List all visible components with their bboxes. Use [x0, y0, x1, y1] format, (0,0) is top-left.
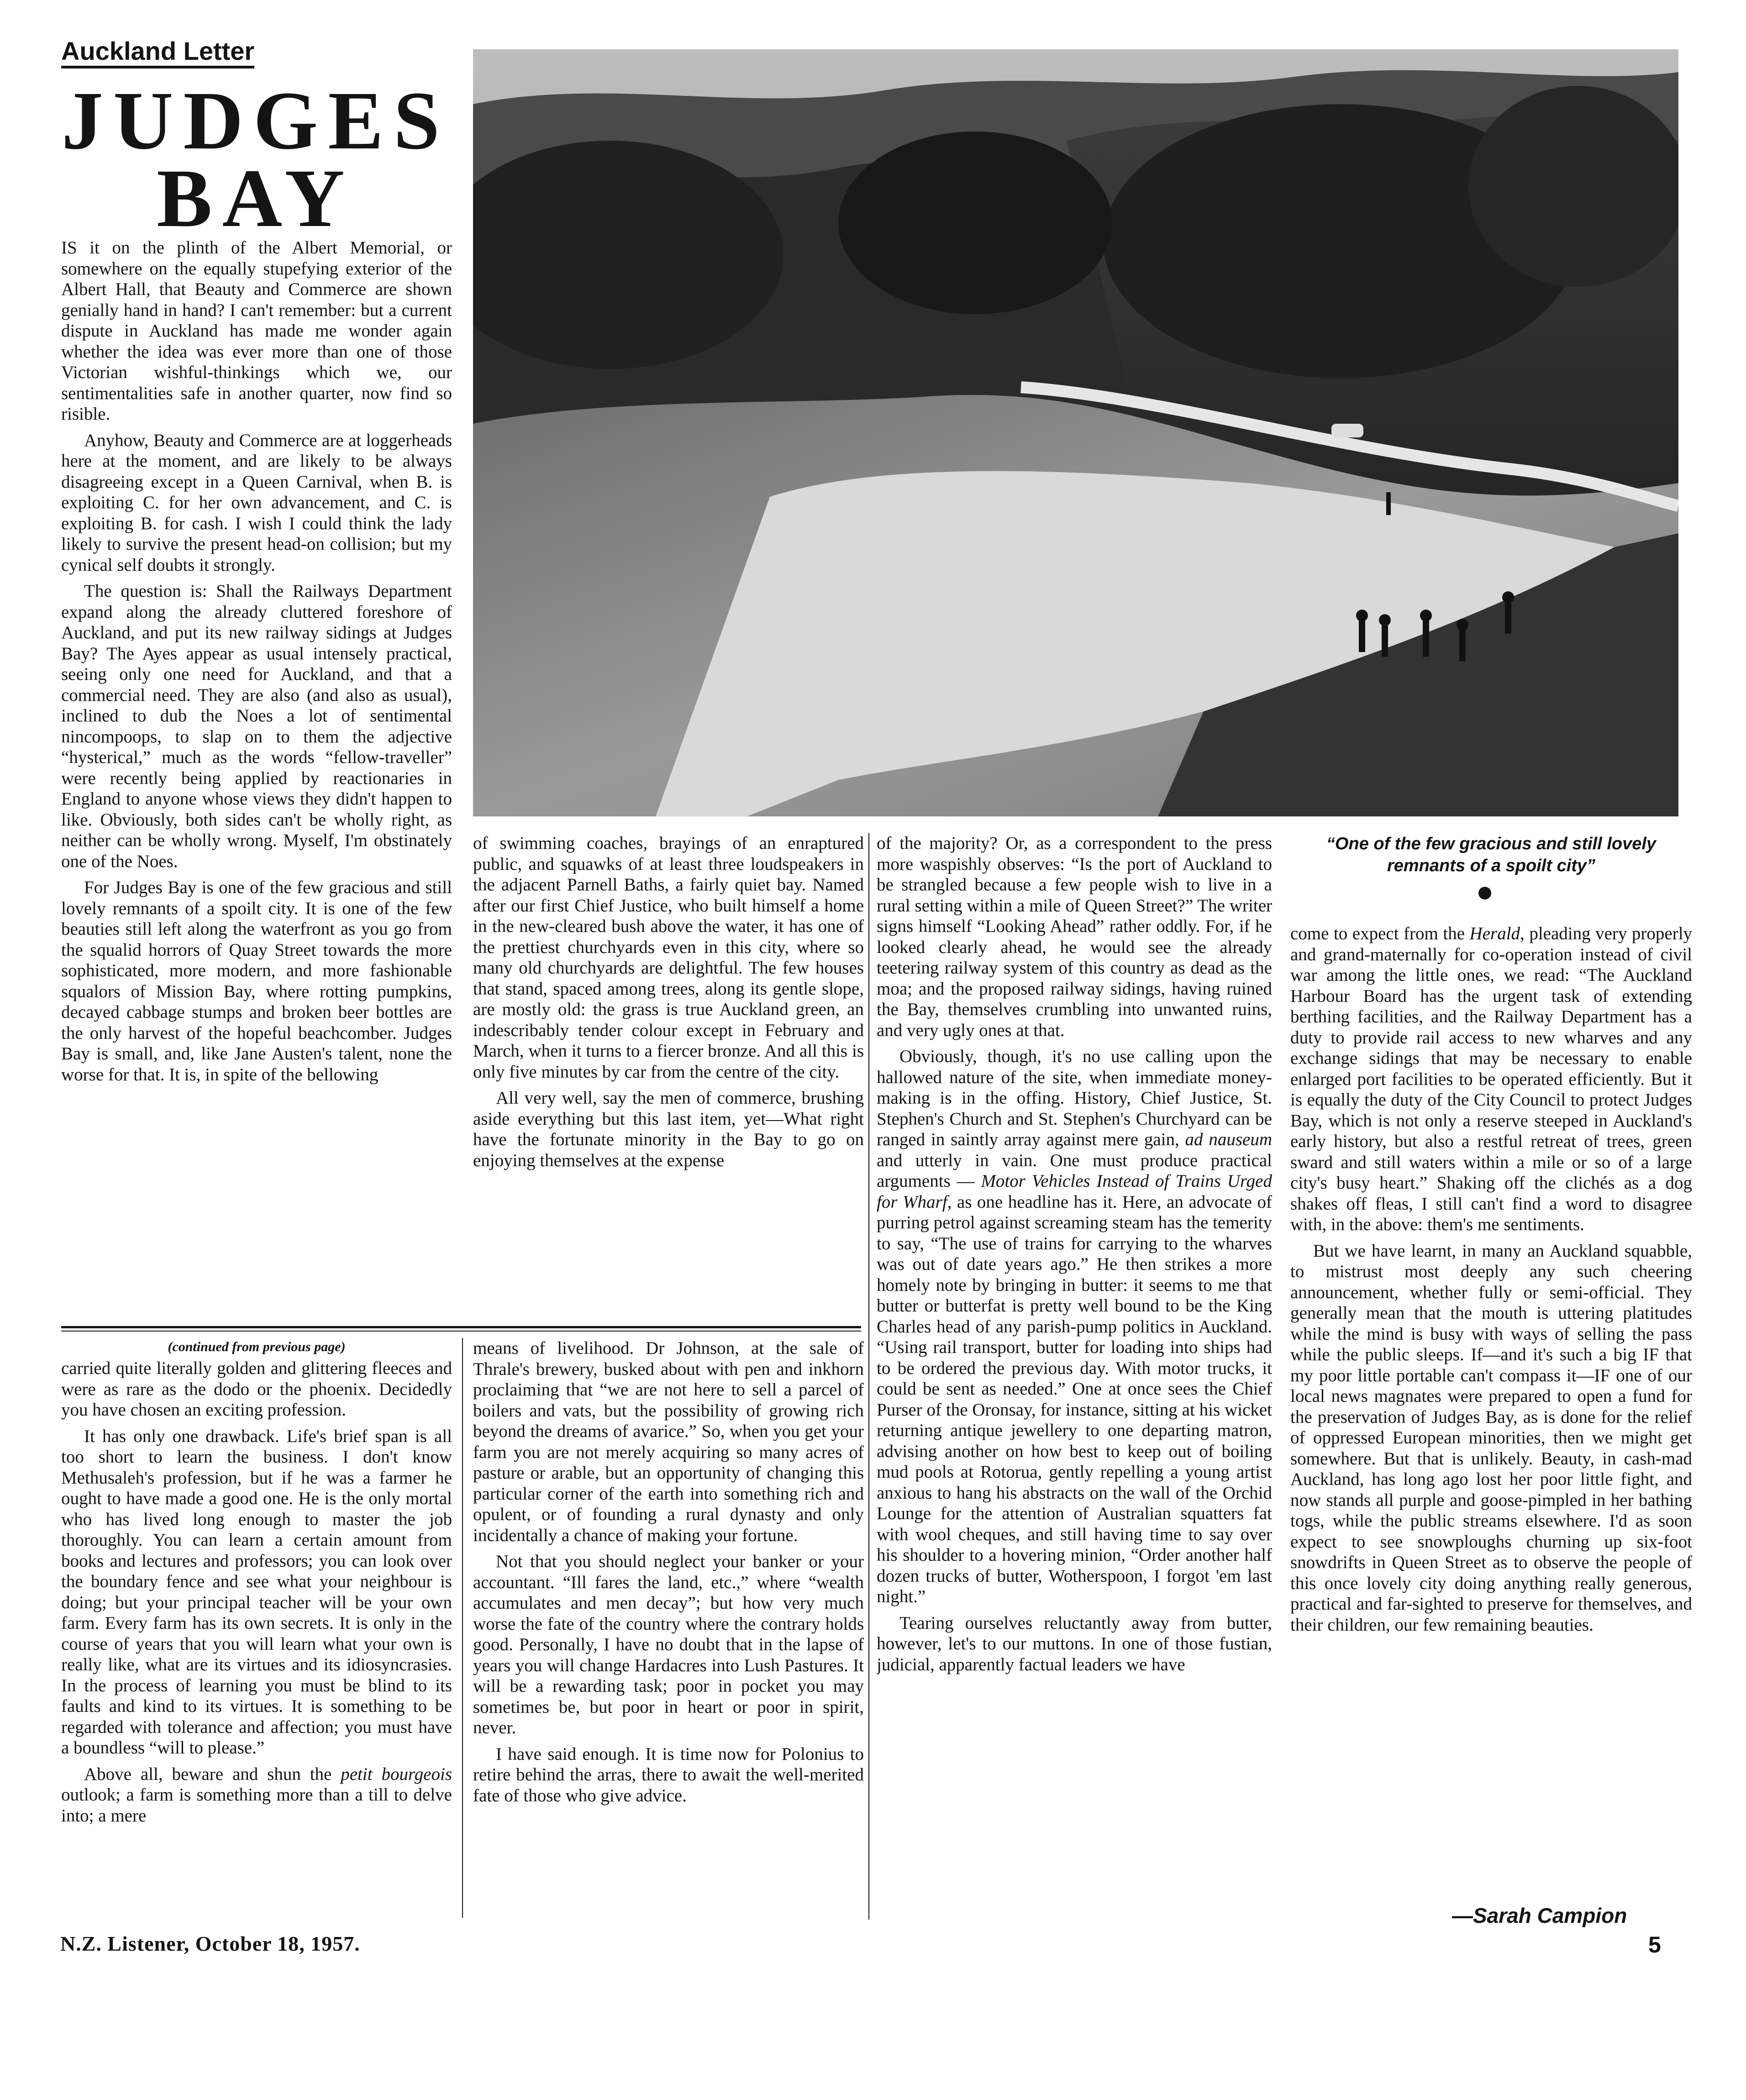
article-paragraph: come to expect from the Herald, pleading very properly and grand-maternally for co-operation instead of civil war among the little ones, we read: “The Auckland Harbour Board has the urgent task of extending berthing facilities, and the Railway Department has a duty to provide rail access to new wharves and any exchange sidings that may be necessary to enable enlarged port facilities to be operated efficiently. But it is equally the duty of the City Council to protect Judges Bay, which is not only a reserve steeped in Auckland's early history, but also a restful retreat of trees, green sward and still waters within a mile or so of a large city's busy heart.” Shaking off the clichés as a dog shakes off fleas, I still can't find a word to disagree with, in the above: them's me sentiments.: [1290, 924, 1692, 1234]
section-divider-rule: [61, 1326, 861, 1328]
article-paragraph: of the majority? Or, as a correspondent to the press more waspishly observes: “Is the port of Auckland to be strangled because a few people wish to live in a rural setting within a mile of Queen Street?” The writer signs himself “Looking Ahead” rather oddly. For, if he looked clearly ahead, he would see the already teetering railway system of this country as dead as the moa; and the proposed railway sidings, having ruined the Bay, themselves crumbling into unwanted ruins, and very ugly ones at that.: [877, 833, 1272, 1040]
article-paragraph: Not that you should neglect your banker or your accountant. “Ill fares the land, etc.,” where “wealth accumulates and men decay”; but how very much worse the fate of the country where the contrary holds good. Personally, I have no doubt that in the lapse of years you will change Hardacres into Lush Pastures. It will be a rewarding task; poor in pocket you may sometimes be, but poor in heart or poor in spirit, never.: [473, 1552, 864, 1737]
article-paragraph: For Judges Bay is one of the few gracious and still lovely remnants of a spoilt city. It is one of the few beauties still left along the waterfront as you go from the squalid horrors of Quay Street towards the more sophisticated, more modern, and more fashionable squalors of Mission Bay, where rotting pumpkins, decayed cabbage stumps and broken beer bottles are the only harvest of the hopeful beachcomber. Judges Bay is small, and, like Jane Austen's talent, none the worse for that. It is, in spite of the bellowing: [61, 878, 452, 1084]
article-paragraph: All very well, say the men of commerce, brushing aside everything but this last item, yet—What right have the fortunate minority in the Bay to go on enjoying themselves at the expense: [473, 1088, 864, 1170]
headline-line-2: BAY: [157, 153, 355, 244]
continued-column-a: [61, 1338, 452, 1927]
judges-bay-photo: [473, 49, 1678, 816]
article-column-4: [1290, 923, 1692, 1896]
headline-line-1: JUDGES: [61, 75, 450, 167]
continued-column-b: [473, 1338, 864, 1927]
article-paragraph: Tearing ourselves reluctantly away from butter, however, let's to our muttons. In one of those fustian, judicial, apparently factual leaders we have: [877, 1613, 1272, 1674]
section-divider-rule-thin: [61, 1331, 861, 1332]
column-rule: [868, 833, 869, 1920]
publication-footer: N.Z. Listener, October 18, 1957.: [60, 1932, 360, 1955]
article-paragraph: of swimming coaches, brayings of an enraptured public, and squawks of at least three loudspeakers in the adjacent Parnell Baths, a fairly quiet bay. Named after our first Chief Justice, who built himself a home in the new-cleared bush above the water, it has one of the prettiest churchyards even in this city, where so many old churchyards are delightful. The few houses that stand, spaced among trees, along its gentle slope, are mostly old: the grass is true Auckland green, an indescribably tender colour except in February and March, when it turns to a fiercer bronze. And all this is only five minutes by car from the centre of the city.: [473, 833, 864, 1082]
photo-caption: “One of the few gracious and still lovely remnants of a spoilt city”: [1326, 834, 1657, 875]
article-column-1: [61, 237, 452, 1324]
page-number: 5: [1648, 1932, 1661, 1958]
article-paragraph: I have said enough. It is time now for Polonius to retire behind the arras, there to await the well-merited fate of those who give advice.: [473, 1744, 864, 1805]
section-kicker: Auckland Letter: [61, 37, 254, 68]
article-column-2: [473, 833, 864, 1324]
author-signature: —Sarah Campion: [1452, 1904, 1627, 1927]
article-paragraph: But we have learnt, in many an Auckland squabble, to mistrust most deeply any such cheering announcement, whether fully or semi-official. They generally mean that the mouth is uttering platitudes while the mind is busy with ways of selling the pass while the public sleeps. If—and it's such a big IF that my poor little portable can't compass it—IF one of our local news magnates were prepared to open a fund for the preservation of Judges Bay, as is done for the relief of oppressed European minorities, then we might get somewhere. But that is unlikely. Beauty, in cash-mad Auckland, has long ago lost her poor little fight, and now stands all purple and goose-pimpled in her bathing togs, while the public streams elsewhere. I'd as soon expect to see snowploughs churning up six-foot snowdrifts in Queen Street as to observe the people of this once lovely city doing anything really generous, practical and far-sighted to preserve for themselves, and their children, our few remaining beauties.: [1290, 1241, 1692, 1635]
article-paragraph: carried quite literally golden and glittering fleeces and were as rare as the dodo or the phoenix. Decidedly you have chosen an exciting profession.: [61, 1358, 452, 1420]
article-paragraph: Above all, beware and shun the petit bourgeois outlook; a farm is something more than a till to delve into; a mere: [61, 1764, 452, 1826]
column-rule: [462, 1338, 463, 1918]
article-paragraph: Obviously, though, it's no use calling upon the hallowed nature of the site, when immediate money-making is in the offing. History, Chief Justice, St. Stephen's Church and St. Stephen's Churchyard can be ranged in saintly array against mere gain, ad nauseum and utterly in vain. One must produce practical arguments — Motor Vehicles Instead of Trains Urged for Wharf, as one headline has it. Here, an advocate of purring petrol against screaming steam has the temerity to say, “The use of trains for carrying to the wharves was out of date years ago.” He then strikes a more homely note by bringing in butter: it seems to me that butter or butterfat is pretty well bound to be the King Charles head of any parish-pump politics in Auckland. “Using rail transport, butter for loading into ships had to be ordered the previous day. With motor trucks, it could be sent as needed.” One at once sees the Chief Purser of the Oronsay, for instance, sitting at his wicket returning antique jewellery to one departing matron, advising another on how best to keep out of boiling mud pools at Rotorua, gently repelling a young artist anxious to hang his abstracts on the wall of the Orchid Lounge for the attention of Australian squatters fat with wool cheques, and still having time to say over his shoulder to a hovering minion, “Order another half dozen trucks of butter, Wotherspoon, I forgot 'em last night.”: [877, 1047, 1272, 1606]
article-paragraph: means of livelihood. Dr Johnson, at the sale of Thrale's brewery, busked about with pen and inkhorn proclaiming that “we are not here to sell a parcel of boilers and vats, but the possibility of growing rich beyond the dreams of avarice.” So, when you get your farm you are not merely acquiring so many acres of pasture or arable, but an opportunity of changing this particular corner of the earth into something rich and opulent, or of founding a rural dynasty and only incidentally a chance of making your fortune.: [473, 1338, 864, 1545]
article-paragraph: It has only one drawback. Life's brief span is all too short to learn the business. I don't know Methusaleh's profession, but if he was a farmer he ought to have made a good one. He is the only mortal who has lived long enough to master the job thoroughly. You can learn a certain amount from books and lectures and professors; you can look over the boundary fence and see what your neighbour is doing; but your principal teacher will be your own farm. Every farm has its own secrets. It is only in the course of years that you will learn what your own is really like, what are its virtues and its idiosyncrasies. In the process of learning you must be blind to its faults and kind to its virtues. It is something to be regarded with tolerance and affection; you must have a boundless “will to please.”: [61, 1426, 452, 1758]
bullet-ornament: [1478, 887, 1491, 900]
article-column-3: [877, 833, 1272, 1920]
article-paragraph: IS it on the plinth of the Albert Memorial, or somewhere on the equally stupefying exterior of the Albert Hall, that Beauty and Commerce are shown genially hand in hand? I can't remember: but a current dispute in Auckland has made me wonder again whether the idea was ever more than one of those Victorian wishful-thinkings which we, our sentimentalities safe in another quarter, now find so risible.: [61, 238, 452, 424]
continued-label: (continued from previous page): [168, 1339, 346, 1354]
article-paragraph: The question is: Shall the Railways Department expand along the already cluttered foreshore of Auckland, and put its new railway sidings at Judges Bay? The Ayes appear as usual intensely practical, seeing only one need for Auckland, and that a commercial need. They are also (and also as usual), inclined to dub the Noes a lot of sentimental nincompoops, to slap on to them the adjective “hysterical,” much as the words “fellow-traveller” were recently being applied by reactionaries in England to anyone whose views they didn't happen to like. Obviously, both sides can't be wholly right, as neither can be wholly wrong. Myself, I'm obstinately one of the Noes.: [61, 581, 452, 871]
article-paragraph: Anyhow, Beauty and Commerce are at loggerheads here at the moment, and are likely to be always disagreeing except in a Queen Carnival, when B. is exploiting C. for her own advancement, and C. is exploiting B. for cash. I wish I could think the lady likely to survive the present head-on collision; but my cynical self doubts it strongly.: [61, 430, 452, 575]
